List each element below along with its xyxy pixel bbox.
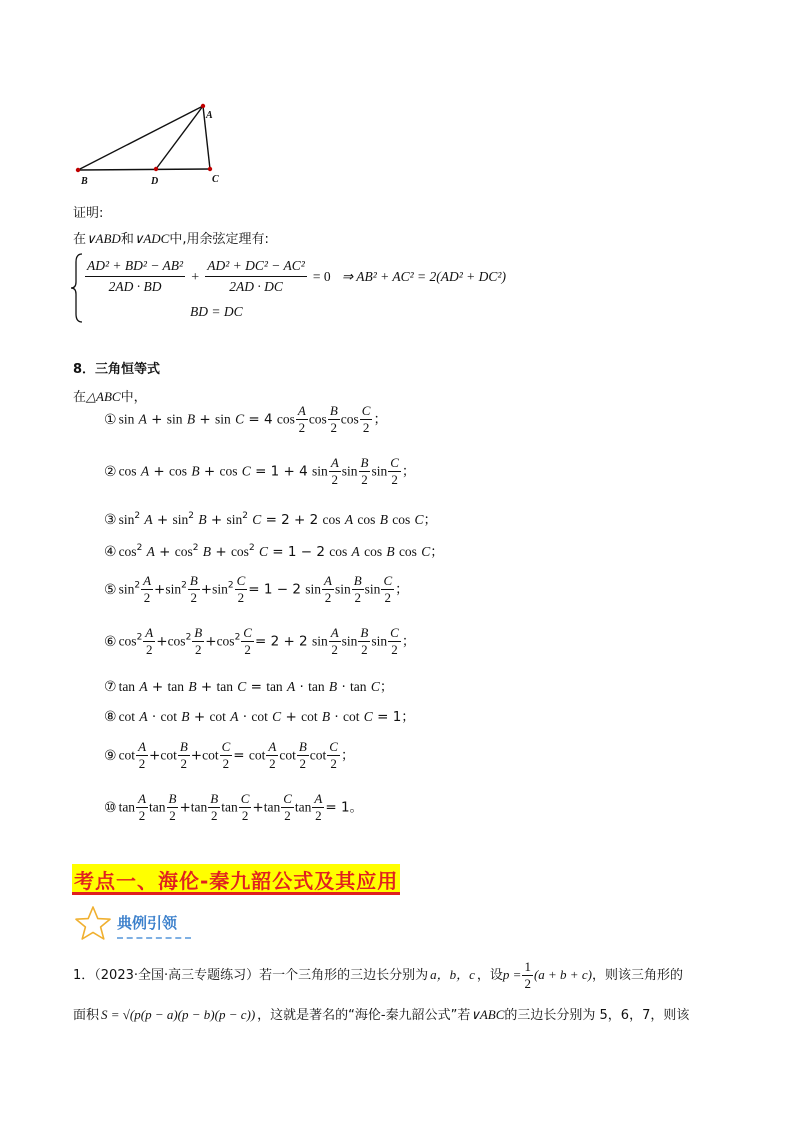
heron-formula: S = √(p(p − a)(p − b)(p − c)) [101, 1007, 256, 1022]
proof-system: $\frac{\text{AD² + BD² − AB²}}{2AD \cdot BD}$ + $\frac{\text{AD² + DC² − AC²}}{2AD \cdot DC}$ = 0 ⇒ AB² + AC² = 2(AD² + DC²) BD = DC [70, 252, 590, 326]
identity-list [104, 404, 584, 844]
proof-heading: 证明: [73, 206, 104, 221]
identity-5: ⑤ $\sin^2$ $\frac{A}{2}$ $+\sin^2$ $\frac{B}{2}$ $+\sin^2$ $\frac{C}{2}$ = 1 − 2 sin $\frac{A}{2}$ sin $\frac{B}{2}$ sin $\frac{C}{2}$ ； [104, 573, 409, 605]
proof-intro-post: 中,用余弦定理有: [169, 232, 269, 247]
proof-intro-mid: 和 [120, 232, 134, 247]
left-brace [70, 252, 84, 324]
identity-4: ④ $\cos^2 A + \cos^2 B + \cos^2 C = 1 - 2$ cos A cos B cos C； [104, 543, 444, 560]
label-b: B [81, 176, 88, 187]
proof-intro-pre: 在 [73, 232, 87, 247]
equals-zero: = 0 [312, 269, 331, 284]
proof-conclusion: ⇒ AB² + AC² = 2(AD² + DC²) [341, 269, 506, 284]
identity-6: ⑥ $\cos^2$ $\frac{A}{2}$ $+\cos^2$ $\frac{B}{2}$ $+\cos^2$ $\frac{C}{2}$ = 2 + 2 sin $\frac{A}{2}$ sin $\frac{B}{2}$ sin $\frac{C}{2}$ ； [104, 625, 416, 657]
triangle-adc: ∨ADC [133, 231, 170, 246]
section-8-title: 8．三角恒等式 [73, 362, 161, 377]
fraction-1: $\frac{\text{AD² + BD² − AB²}}{2AD \cdot BD}$ [87, 258, 184, 294]
point-b [76, 168, 80, 172]
triangle-abd: ∨ABD [86, 231, 121, 246]
identity-9: ⑨ cot $\frac{A}{2}$ +cot $\frac{B}{2}$ +cot $\frac{C}{2}$ = cot $\frac{A}{2}$ cot $\frac{B}{2}$ cot $\frac{C}{2}$ ； [104, 739, 355, 771]
identity-2: ② cos A + cos B + cos C = 1 + 4 sin $\frac{A}{2}$ sin $\frac{B}{2}$ sin $\frac{C}{2}$ ； [104, 455, 416, 487]
section-8-intro: 在△ABC中， [73, 389, 147, 405]
star-icon [74, 905, 112, 941]
identity-7: ⑦ tan A + tan B + tan C = tan A · tan B · tan C； [104, 679, 394, 695]
label-a: A [206, 110, 213, 121]
fraction-2: $\frac{\text{AD² + DC² − AC²}}{2AD \cdot DC}$ [207, 258, 305, 294]
kaodian-title: 考点一、海伦-秦九韶公式及其应用 [74, 869, 399, 893]
label-d: D [151, 176, 159, 187]
proof-condition: BD = DC [190, 304, 243, 319]
point-c [208, 167, 212, 171]
point-d [154, 167, 158, 171]
triangle-figure [68, 98, 228, 188]
kaodian-banner [72, 864, 400, 895]
identity-3: ③ $\sin^2 A + \sin^2 B + \sin^2 C = 2 + 2$ cos A cos B cos C； [104, 511, 438, 528]
identity-1: ① sin A + sin B + sin C = 4 cos $\frac{A}{2}$ cos $\frac{B}{2}$ cos $\frac{C}{2}$ ； [104, 403, 387, 435]
problem-1-line-2: 面积 S = √(p(p − a)(p − b)(p − c)) ，这就是著名的“海伦-秦九韶公式”若∨ABC的三边长分别为 5，6，7，则该 [73, 1007, 690, 1023]
label-c: C [212, 174, 219, 185]
point-a [201, 104, 205, 108]
proof-intro [73, 228, 269, 247]
triangle-abc: △ABC [86, 389, 121, 404]
example-label: 典例引领 [117, 914, 178, 932]
example-underline [117, 937, 191, 939]
identity-10: ⑩ tan $\frac{A}{2}$ tan $\frac{B}{2}$ +tan $\frac{B}{2}$ tan $\frac{C}{2}$ +tan $\frac{C}{2}$ tan $\frac{A}{2}$ = 1。 [104, 791, 364, 823]
identity-8: ⑧ cot A · cot B + cot A · cot C + cot B · cot C = 1； [104, 709, 415, 725]
problem-1-line-1: 1．（2023·全国·高三专题练习）若一个三角形的三边长分别为 a，b，c ，设p = $\frac{1}{2}$ (a + b + c)，则该三角形的 [73, 959, 683, 991]
